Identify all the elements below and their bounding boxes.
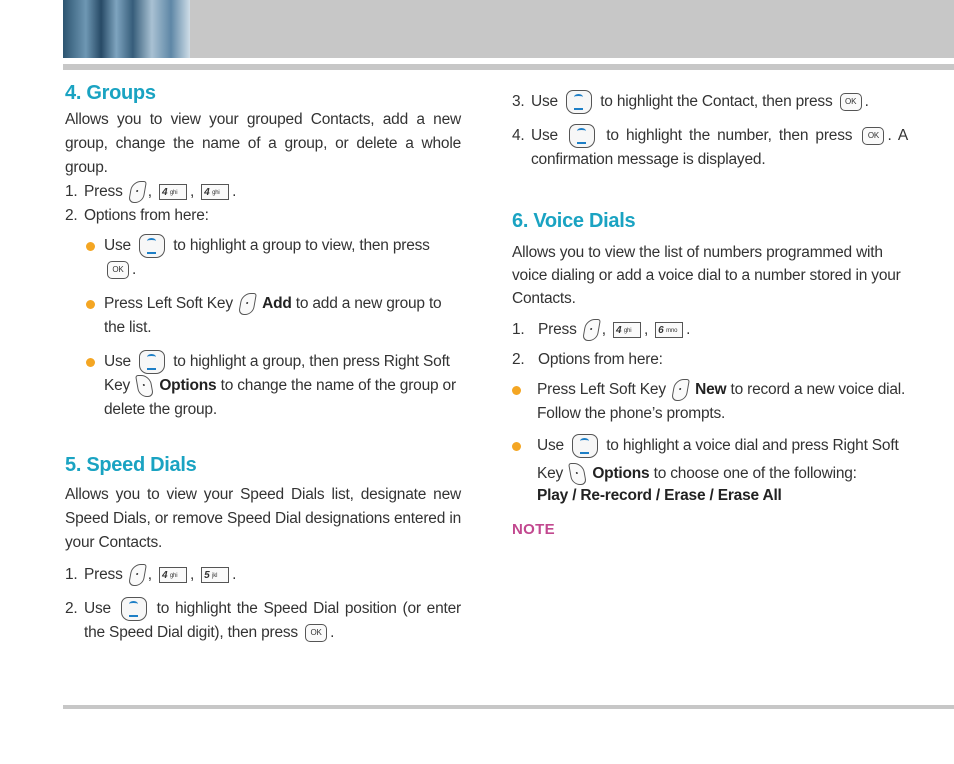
step-text: Options from here: xyxy=(84,207,209,224)
ok-key-icon: OK xyxy=(862,127,884,145)
navigation-key-icon xyxy=(139,234,165,258)
step-text: Press xyxy=(84,183,123,200)
step-number: 1. xyxy=(65,183,78,200)
speed-step-1: 1. Press , 4 $^{ghi}$ , 5 $^{jkl}$ . xyxy=(65,563,461,587)
step-number: 2. xyxy=(512,351,525,369)
left-soft-key-icon xyxy=(128,564,147,586)
key-6-icon: 6 $^{mno}$ xyxy=(655,322,683,338)
groups-step-1: 1. Press , 4 $^{ghi}$ , 4 $^{ghi}$ . xyxy=(65,180,461,204)
groups-bullet-add: Press Left Soft Key Add to add a new group to the list. xyxy=(65,292,461,340)
key-4-icon: 4 $^{ghi}$ xyxy=(613,322,641,338)
bullet-dot-icon xyxy=(86,358,95,367)
left-column xyxy=(65,70,461,645)
speed-dials-description: Allows you to view your Speed Dials list, designate new Speed Dials, or remove Speed Dial designations entered in your Contacts. xyxy=(65,486,461,552)
speed-step-4: 4. Use to highlight the number, then press OK . A confirmation message is displayed. xyxy=(512,124,908,172)
bullet-dot-icon xyxy=(512,386,521,395)
right-soft-key-icon xyxy=(135,375,154,397)
left-soft-key-icon xyxy=(238,293,257,315)
key-4-icon: 4 $^{ghi}$ xyxy=(201,184,229,200)
left-soft-key-icon xyxy=(582,319,601,341)
step-text: Press xyxy=(538,321,577,339)
step-number: 3. xyxy=(512,93,525,110)
key-5-icon: 5 $^{jkl}$ xyxy=(201,567,229,583)
step-number: 2. xyxy=(65,207,78,224)
voice-step-1: 1. Press , 4 $^{ghi}$ , 6 $^{mno}$ . xyxy=(512,318,908,342)
speed-dials-heading: 5. Speed Dials xyxy=(65,454,197,477)
navigation-key-icon xyxy=(139,350,165,374)
bullet-dot-icon xyxy=(512,442,521,451)
voice-options-choices: Play / Re-record / Erase / Erase All xyxy=(537,487,782,505)
voice-bullet-new: Press Left Soft Key New to record a new voice dial. Follow the phone’s prompts. xyxy=(512,378,908,426)
key-4-icon: 4 $^{ghi}$ xyxy=(159,567,187,583)
step-number: 4. xyxy=(512,127,525,145)
bullet-dot-icon xyxy=(86,242,95,251)
navigation-key-icon xyxy=(566,90,592,114)
note-label: NOTE xyxy=(512,521,555,539)
header-photo xyxy=(63,0,190,58)
header-bar xyxy=(63,0,954,58)
ok-key-icon: OK xyxy=(305,624,327,642)
navigation-key-icon xyxy=(569,124,595,148)
voice-step-2 xyxy=(512,348,908,372)
step-number: 1. xyxy=(65,566,78,584)
groups-bullet-view: Use to highlight a group to view, then press OK . xyxy=(65,234,461,282)
right-soft-key-icon xyxy=(568,463,587,485)
left-soft-key-icon xyxy=(128,181,147,203)
groups-step-2 xyxy=(65,204,461,228)
footer-rule xyxy=(63,705,954,709)
voice-dials-heading: 6. Voice Dials xyxy=(512,210,636,233)
voice-bullet-options: Use to highlight a voice dial and press Right Soft Key Options to choose one of the following: xyxy=(512,432,908,488)
groups-description: Allows you to view your grouped Contacts, add a new group, change the name of a group, or delete a whole group. xyxy=(65,111,461,176)
step-text: Options from here: xyxy=(538,351,663,369)
ok-key-icon: OK xyxy=(840,93,862,111)
voice-dials-description: Allows you to view the list of numbers programmed with voice dialing or add a voice dial to a number stored in your Contacts. xyxy=(512,244,901,308)
speed-step-2: 2. Use to highlight the Speed Dial position (or enter the Speed Dial digit), then press OK . xyxy=(65,597,461,645)
step-number: 1. xyxy=(512,321,525,339)
ok-key-icon: OK xyxy=(107,261,129,279)
left-soft-key-icon xyxy=(671,379,690,401)
right-column xyxy=(512,70,908,542)
speed-step-3: 3. Use to highlight the Contact, then press OK . xyxy=(512,90,908,114)
key-4-icon: 4 $^{ghi}$ xyxy=(159,184,187,200)
groups-bullet-options: Use to highlight a group, then press Right Soft Key Options to change the name of the group or delete the group. xyxy=(65,350,461,422)
step-text: Press xyxy=(84,566,123,584)
navigation-key-icon xyxy=(572,434,598,458)
groups-heading: 4. Groups xyxy=(65,82,156,104)
step-number: 2. xyxy=(65,600,78,618)
navigation-key-icon xyxy=(121,597,147,621)
bullet-dot-icon xyxy=(86,300,95,309)
